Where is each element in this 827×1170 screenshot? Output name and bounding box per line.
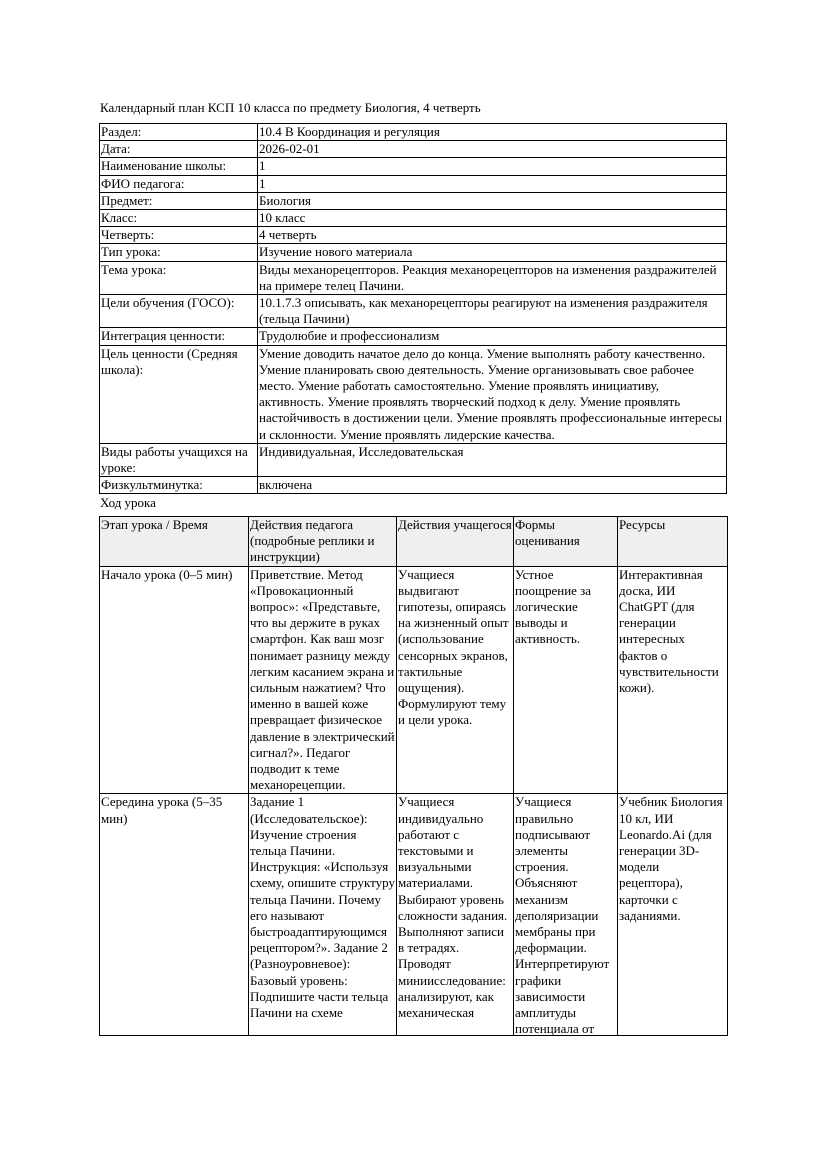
table-cell: Учащиеся выдвигают гипотезы, опираясь на жизненный опыт (использование сенсорных экранов, тактильные ощущения). Формулируют тему и цели урока. — [397, 566, 514, 794]
info-label: Предмет: — [100, 192, 258, 209]
info-value: Трудолюбие и профессионализм — [258, 328, 727, 345]
table-cell: Интерактивная доска, ИИ ChatGPT (для генерации интересных фактов о чувствительности кожи). — [618, 566, 728, 794]
info-value: Виды механорецепторов. Реакция механорецепторов на изменения раздражителей на примере телец Пачини. — [258, 261, 727, 294]
info-row — [100, 477, 727, 494]
table-row — [100, 566, 728, 794]
info-value: Умение доводить начатое дело до конца. Умение выполнять работу качественно. Умение планировать свою деятельность. Умение организовывать свое рабочее место. Умение работать самостоятельно. Умение проявлять инициативу, активность. Умение проявлять творческий подход к делу. Умение проявлять настойчивость в достижении цели. Умение проявлять профессиональные интересы и склонности. Умение проявлять лидерские качества. — [258, 345, 727, 443]
info-label: Цель ценности (Средняя школа): — [100, 345, 258, 443]
table-cell: Начало урока (0–5 мин) — [100, 566, 249, 794]
cell-text: Учащиеся правильно подписывают элементы строения. Объясняют механизм деполяризации мембраны при деформации. Интерпретируют графики зависимости амплитуды потенциала от — [515, 794, 610, 1036]
info-value: Индивидуальная, Исследовательская — [258, 443, 727, 476]
table-cell: Приветствие. Метод «Провокационный вопрос»: «Представьте, что вы держите в руках смартфон. Как ваш мозг понимает разницу между легким касанием экрана и сильным нажатием? Что именно в вашей коже превращает физическое давление в электрический сигнал?». Педагог подводит к теме механорецепции. — [250, 566, 395, 793]
cell-text: Задание 1 (Исследовательское): Изучение строения тельца Пачини. Инструкция: «Используя схему, опишите структуру тельца Пачини. Почему его называют быстроадаптирующимся рецептором?». Задание 2 (Разноуровневое): Базовый уровень: Подпишите части тельца Пачини на схеме — [250, 794, 395, 1021]
lesson-flow-table — [99, 516, 728, 1036]
info-value: 10.4 В Координация и регуляция — [258, 124, 727, 141]
table-cell — [397, 794, 514, 1036]
cell-text: Середина урока (5–35 мин) — [101, 794, 223, 826]
info-row — [100, 345, 727, 443]
table-row — [100, 794, 728, 1036]
info-row — [100, 328, 727, 345]
info-row — [100, 244, 727, 261]
info-value: 1 — [258, 158, 727, 175]
info-label: Виды работы учащихся на уроке: — [100, 443, 258, 476]
lesson-info-table — [99, 123, 727, 494]
header-cell: Действия учащегося — [397, 517, 514, 567]
info-label: Тема урока: — [100, 261, 258, 294]
info-row — [100, 443, 727, 476]
cell-text: Учащиеся индивидуально работают с текстовыми и визуальными материалами. Выбирают уровень сложности задания. Выполняют записи в тетрадях. Проводят миниисследование: анализируют, как механическая — [398, 794, 508, 1021]
info-value: 1 — [258, 175, 727, 192]
header-cell: Формы оценивания — [514, 517, 618, 567]
info-label: Наименование школы: — [100, 158, 258, 175]
info-label: Физкультминутка: — [100, 477, 258, 494]
info-row — [100, 192, 727, 209]
info-row — [100, 175, 727, 192]
info-value: включена — [258, 477, 727, 494]
info-label: Раздел: — [100, 124, 258, 141]
info-label: ФИО педагога: — [100, 175, 258, 192]
info-value: Биология — [258, 192, 727, 209]
info-row — [100, 141, 727, 158]
info-row — [100, 295, 727, 328]
info-value: 10 класс — [258, 210, 727, 227]
info-label: Цели обучения (ГОСО): — [100, 295, 258, 328]
info-row — [100, 227, 727, 244]
header-cell: Ресурсы — [618, 517, 728, 567]
table-cell — [514, 794, 618, 1036]
info-row — [100, 124, 727, 141]
info-value: Изучение нового материала — [258, 244, 727, 261]
info-label: Интеграция ценности: — [100, 328, 258, 345]
info-label: Дата: — [100, 141, 258, 158]
table-cell — [618, 794, 728, 1036]
info-row — [100, 261, 727, 294]
table-cell — [249, 794, 397, 1036]
table-header-row — [100, 517, 728, 567]
table-cell: Устное поощрение за логические выводы и активность. — [514, 566, 618, 794]
info-value: 2026-02-01 — [258, 141, 727, 158]
page-title: Календарный план КСП 10 класса по предмету Биология, 4 четверть — [100, 100, 481, 115]
table-cell — [100, 794, 249, 1036]
cell-text: Учебник Биология 10 кл, ИИ Leonardo.Ai (для генерации 3D-модели рецептора), карточки с заданиями. — [619, 794, 723, 923]
info-label: Четверть: — [100, 227, 258, 244]
header-cell: Действия педагога (подробные реплики и инструкции) — [249, 517, 397, 567]
info-row — [100, 210, 727, 227]
info-label: Тип урока: — [100, 244, 258, 261]
info-value: 4 четверть — [258, 227, 727, 244]
lesson-flow-heading: Ход урока — [100, 495, 156, 510]
header-cell: Этап урока / Время — [100, 517, 249, 567]
info-value: 10.1.7.3 описывать, как механорецепторы реагируют на изменения раздражителя (тельца Пачини) — [258, 295, 727, 328]
info-label: Класс: — [100, 210, 258, 227]
info-row — [100, 158, 727, 175]
